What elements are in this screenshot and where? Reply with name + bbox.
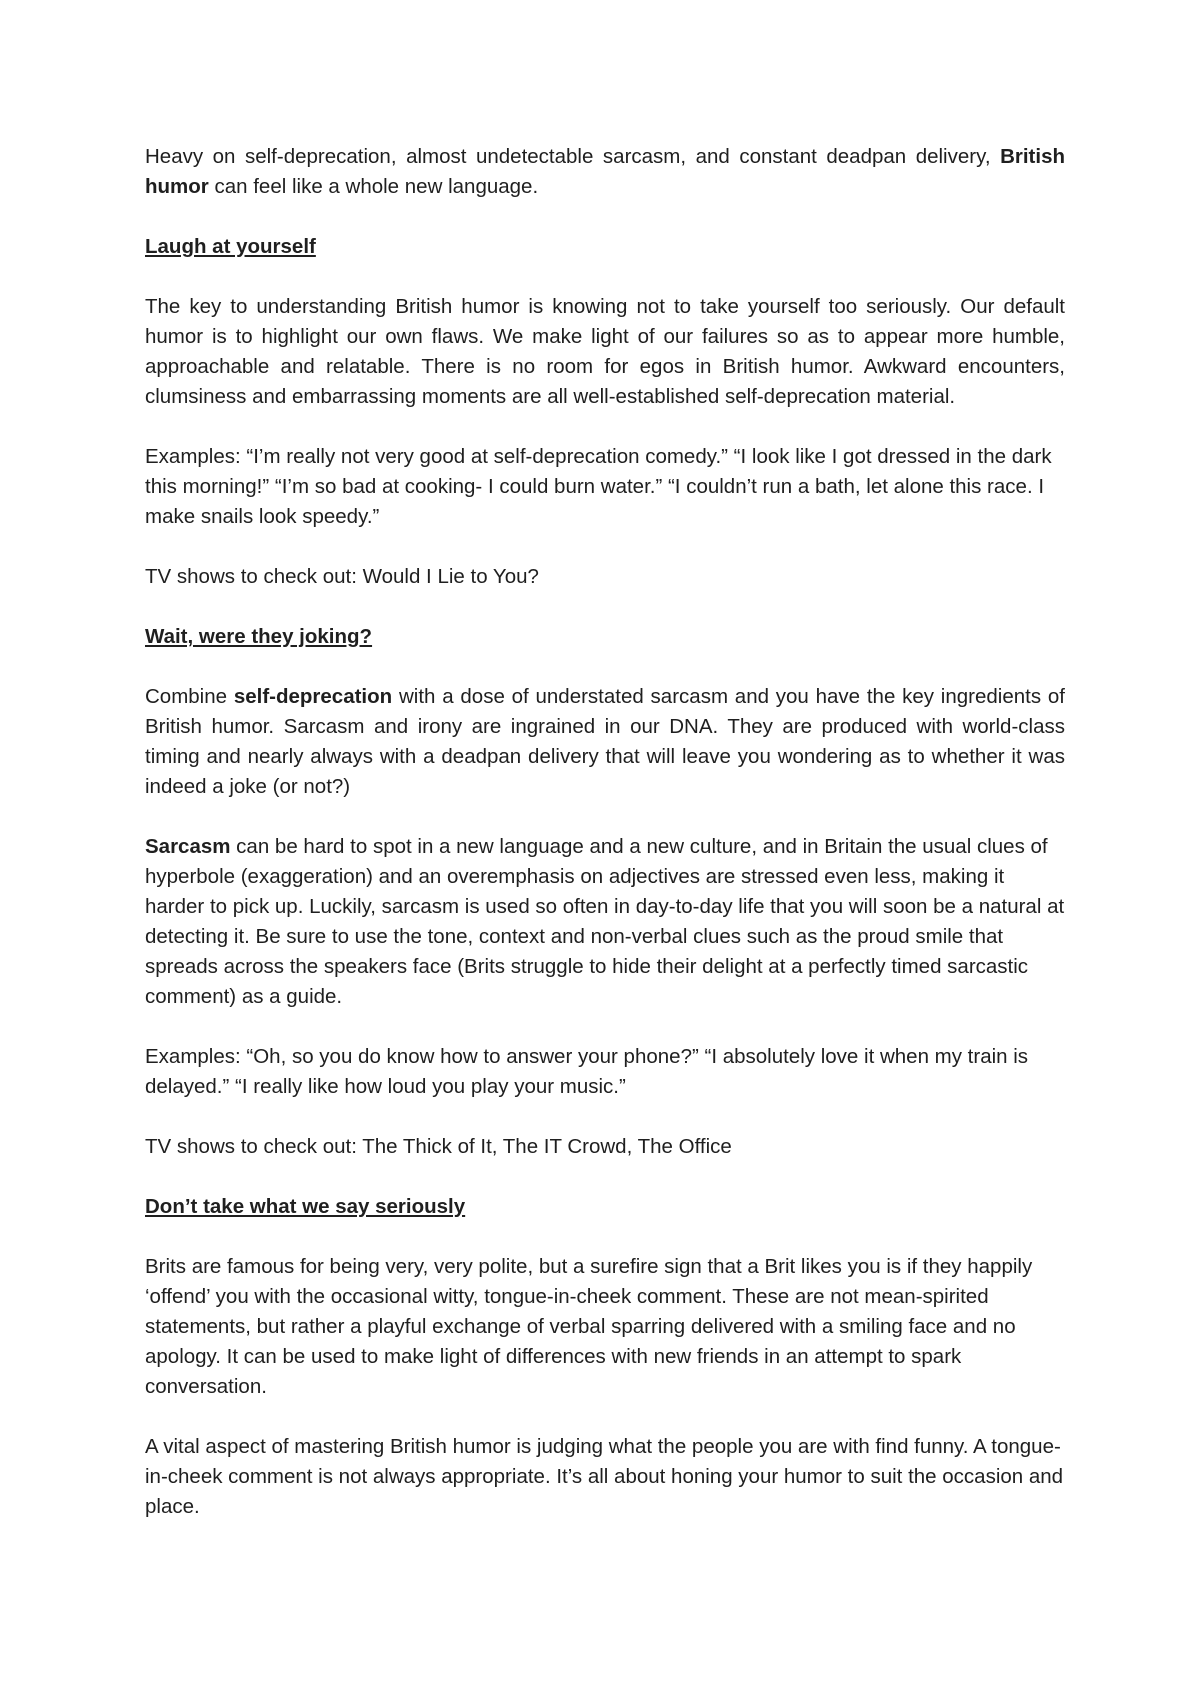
section2-paragraph-2	[145, 832, 1065, 1012]
section1-tv-shows: TV shows to check out: Would I Lie to You?	[145, 565, 539, 588]
heading-dont-take-seriously: Don’t take what we say seriously	[145, 1195, 466, 1218]
heading-laugh-at-yourself: Laugh at yourself	[145, 235, 316, 258]
section1-paragraph: The key to understanding British humor is knowing not to take yourself too seriously. Our default humor is to highlight our own flaws. We make light of our failures so as to appear more humble, approachable and relatable. There is no room for egos in British humor. Awkward encounters, clumsiness and embarrassing moments are all well-established self-deprecation material.	[145, 295, 1065, 408]
section2-tv-shows: TV shows to check out: The Thick of It, The IT Crowd, The Office	[145, 1135, 732, 1158]
section2-p1-start: Combine	[145, 685, 234, 708]
section2-p1-bold-term: self-deprecation	[233, 685, 393, 708]
section3-paragraph-1: Brits are famous for being very, very polite, but a surefire sign that a Brit likes you is if they happily ‘offend’ you with the occasional witty, tongue-in-cheek comment. These are not mean-spirited statements, but rather a playful exchange of verbal sparring delivered with a smiling face and no apology. It can be used to make light of differences with new friends in an attempt to spark conversation.	[145, 1255, 1033, 1398]
section3-paragraph-2: A vital aspect of mastering British humor is judging what the people you are with find funny. A tongue-in-cheek comment is not always appropriate. It’s all about honing your humor to suit the occasion and place.	[145, 1435, 1064, 1518]
section2-p2-text: can be hard to spot in a new language and a new culture, and in Britain the usual clues of hyperbole (exaggeration) and an overemphasis on adjectives are stressed even less, making it harder to pick up. Luckily, sarcasm is used so often in day-to-day life that you will soon be a natural at detecting it. Be sure to use the tone, context and non-verbal clues such as the proud smile that spreads across the speakers face (Brits struggle to hide their delight at a perfectly timed sarcastic comment) as a guide.	[145, 835, 1065, 1008]
heading-wait-were-they-joking: Wait, were they joking?	[145, 625, 373, 648]
intro-text-start: Heavy on self-deprecation, almost undetectable sarcasm, and constant deadpan delivery,	[145, 145, 1001, 168]
section2-examples: Examples: “Oh, so you do know how to answer your phone?” “I absolutely love it when my train is delayed.” “I really like how loud you play your music.”	[145, 1045, 1029, 1098]
document-page	[145, 142, 1065, 1552]
section1-examples: Examples: “I’m really not very good at self-deprecation comedy.” “I look like I got dressed in the dark this morning!” “I’m so bad at cooking- I could burn water.” “I couldn’t run a bath, let alone this race. I make snails look speedy.”	[145, 445, 1052, 528]
intro-paragraph	[145, 142, 1065, 202]
section2-p2-bold-term: Sarcasm	[145, 835, 231, 858]
intro-text-end: can feel like a whole new language.	[208, 175, 539, 198]
intro-bold-term: British humor	[145, 145, 1065, 198]
section2-p1-end: with a dose of understated sarcasm and you have the key ingredients of British humor. Sarcasm and irony are ingrained in our DNA. They are produced with world-class timing and nearly always with a deadpan delivery that will leave you wondering as to whether it was indeed a joke (or not?)	[145, 685, 1065, 798]
section2-paragraph-1	[145, 682, 1065, 802]
